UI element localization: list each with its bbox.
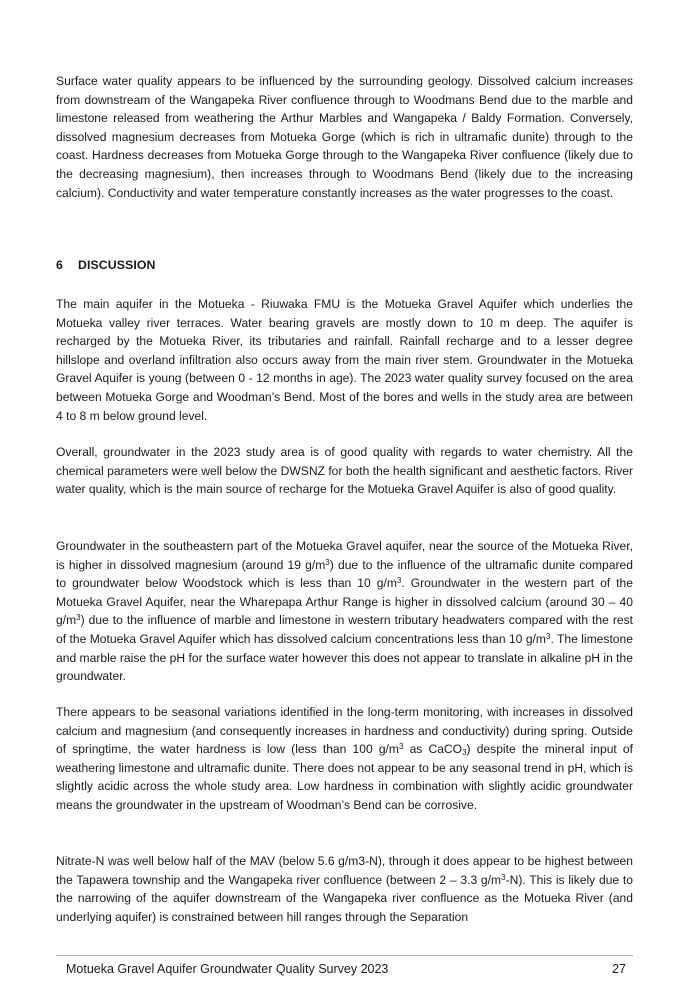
footer-divider bbox=[56, 955, 633, 956]
text-run: ) due to the influence of the ultramafic dunite compared to groundwater below Woodstock which is less than 10 g/m bbox=[56, 557, 633, 591]
text-run: ) due to the influence of marble and limestone in western tributary headwaters compared with the rest of the Motueka Gravel Aquifer which has dissolved calcium concentrations less than 10 g/m bbox=[56, 613, 633, 646]
text-run: as CaCO bbox=[403, 742, 463, 757]
superscript: 3 bbox=[501, 872, 506, 882]
footer-title: Motueka Gravel Aquifer Groundwater Quality Survey 2023 bbox=[66, 962, 389, 976]
discussion-paragraph-5 bbox=[56, 852, 633, 926]
text-run: Groundwater in the southeastern part of the Motueka Gravel aquifer, near the source of the Motueka River, is higher in dissolved magnesium (around 19 g/m bbox=[56, 539, 633, 572]
superscript: 3 bbox=[545, 631, 551, 641]
intro-paragraph: Surface water quality appears to be influenced by the surrounding geology. Dissolved calcium increases from downstream of the Wangapeka River confluence through to Woodmans Bend due to the marble and limestone released from weathering the Arthur Marbles and Wangapeka / Baldy Formation. Conversely, dissolved magnesium decreases from Motueka Gorge (which is rich in ultramafic dunite) through to the coast. Hardness decreases from Motueka Gorge through to the Wangapeka River confluence (likely due to the decreasing magnesium), then increases through to Woodmans Bend (likely due to the increasing calcium). Conductivity and water temperature constantly increases as the water progresses to the coast. bbox=[56, 74, 633, 200]
text-run: . The limestone and marble raise the pH for the surface water however this does not appear to translate in alkaline pH in the groundwater. bbox=[56, 631, 633, 684]
discussion-paragraph-3 bbox=[56, 537, 633, 686]
text-run: There appears to be seasonal variations identified in the long-term monitoring, with increases in dissolved calcium and magnesium (and consequently increases in hardness and conductivity) during spring. Outside of springtime, the water hardness is low (less than 100 g/m bbox=[56, 705, 633, 757]
text-run: . Groundwater in the western part of the Motueka Gravel Aquifer, near the Wharepapa Arthur Range is higher in dissolved calcium (around 30 – 40 g/m bbox=[56, 576, 633, 628]
superscript: 3 bbox=[398, 742, 404, 752]
superscript: 3 bbox=[396, 576, 402, 586]
text-run: -N). This is likely due to the narrowing of the aquifer downstream of the Wangapeka river confluence as the Motueka River (and underlying aquifer) is constrained between hill ranges through the Separation bbox=[56, 872, 633, 924]
footer-page-number: 27 bbox=[612, 962, 626, 976]
section-heading-number: 6 bbox=[56, 258, 63, 272]
subscript: 3 bbox=[462, 748, 467, 758]
discussion-paragraph-1: The main aquifer in the Motueka - Riuwaka FMU is the Motueka Gravel Aquifer which underlies the Motueka valley river terraces. Water bearing gravels are mostly down to 10 m deep. The aquifer is recharged by the Motueka River, its tributaries and rainfall. Rainfall recharge and to a lesser degree hillslope and overland infiltration also occurs away from the main river stem. Groundwater in the Motueka Gravel Aquifer is young (between 0 - 12 months in age). The 2023 water quality survey focused on the area between Motueka Gorge and Woodman’s Bend. Most of the bores and wells in the study area are between 4 to 8 m below ground level. bbox=[56, 297, 633, 423]
text-run: ) despite the mineral input of weathering limestone and ultramafic dunite. There does not appear to be any seasonal trend in pH, which is slightly acidic across the whole study area. Low hardness in combination with slightly acidic groundwater means the groundwater in the upstream of Woodman’s Bend can be corrosive. bbox=[56, 742, 633, 812]
superscript: 3 bbox=[76, 613, 81, 623]
discussion-paragraph-2: Overall, groundwater in the 2023 study area is of good quality with regards to water chemistry. All the chemical parameters were well below the DWSNZ for both the health significant and aesthetic factors. River water quality, which is the main source of recharge for the Motueka Gravel Aquifer is also of good quality. bbox=[56, 445, 633, 497]
superscript: 3 bbox=[325, 557, 330, 567]
text-run: Nitrate-N was well below half of the MAV (below 5.6 g/m3-N), through it does appear to be highest between the Tapawera township and the Wangapeka river confluence (between 2 – 3.3 g/m bbox=[56, 854, 633, 887]
section-heading bbox=[56, 258, 156, 272]
discussion-paragraph-4 bbox=[56, 703, 633, 815]
section-heading-title: DISCUSSION bbox=[78, 258, 156, 272]
